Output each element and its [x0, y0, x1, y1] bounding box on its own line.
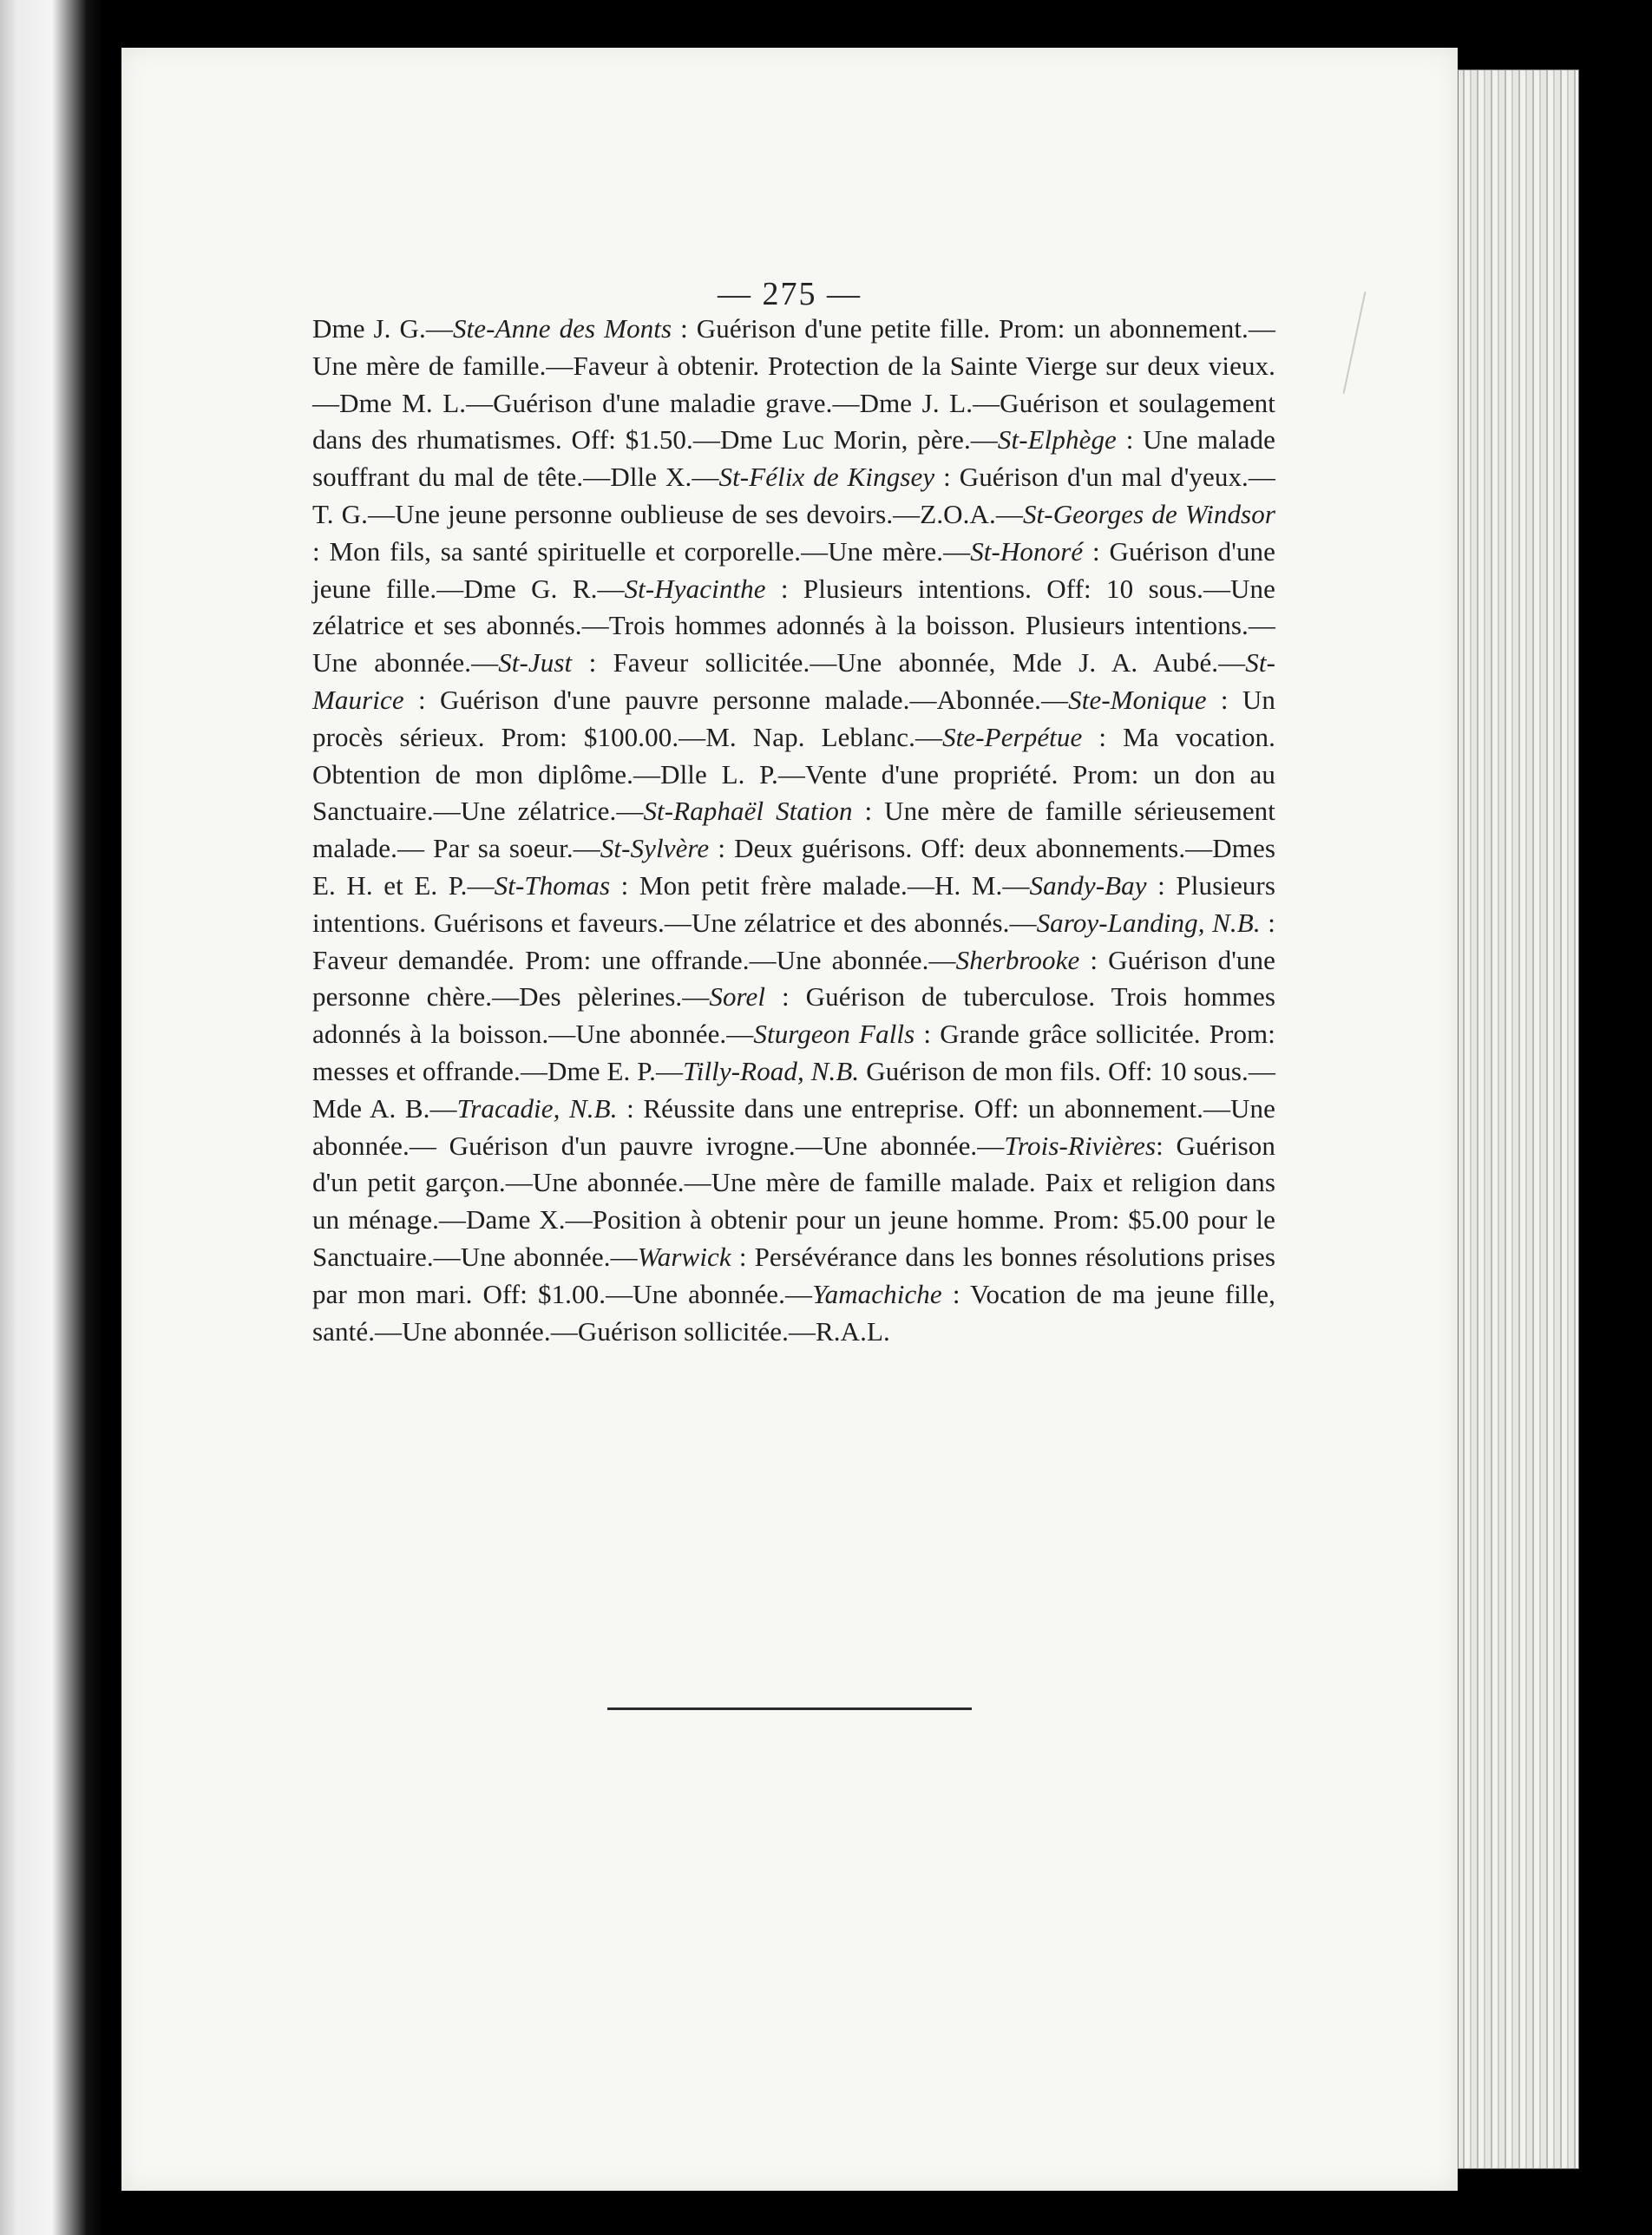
entry-text: : Faveur demandée. Prom: une offrande.—Une abonnée.—	[312, 907, 1275, 975]
place-name: Sherbrooke	[955, 944, 1080, 975]
place-name: Ste-Anne des Monts	[452, 313, 672, 344]
place-name: St-Georges de Windsor	[1022, 498, 1275, 529]
entry-text: : Guérison d'une jeune fille.—Dme G. R.—	[312, 535, 1275, 604]
place-name: Tracadie, N.B.	[456, 1092, 618, 1124]
place-name: St-Elphège	[997, 424, 1117, 456]
entry-prefix: Dme J. G.—	[312, 313, 453, 344]
entry-text: : Guérison d'un mal d'yeux.—T. G.—Une jeune personne oublieuse de ses devoirs.—Z.O.A.—	[312, 462, 1275, 529]
place-name: St-Raphaël Station	[643, 796, 853, 827]
entry-text: : Mon petit frère malade.—H. M.—	[610, 869, 1030, 901]
entry-text: : Persévérance dans les bonnes résolutions prises par mon mari. Off: $1.00.—Une abonnée.—	[312, 1241, 1275, 1309]
place-name: Tilly-Road, N.B.	[683, 1055, 860, 1086]
place-name: Saroy-Landing, N.B.	[1036, 907, 1261, 938]
section-divider-rule	[607, 1707, 972, 1710]
place-name: St-Hyacinthe	[624, 573, 766, 604]
place-name: Warwick	[637, 1241, 731, 1272]
entry-text: : Guérison d'un petit garçon.—Une abonnée.—Une mère de famille malade. Paix et religion dans un ménage.—Dame X.—Position à obtenir pour un jeune homme. Prom: $5.00 pour le Sanctuaire.—Une abonnée.—	[312, 1130, 1275, 1272]
entry-text: : Guérison d'une pauvre personne malade.—Abonnée.—	[403, 684, 1069, 715]
entry-text: : Mon fils, sa santé spirituelle et corporelle.—Une mère.—	[312, 535, 971, 567]
entry-text: : Un procès sérieux. Prom: $100.00.—M. Nap. Leblanc.—	[312, 684, 1275, 752]
intentions-paragraph	[312, 311, 1275, 1350]
adjacent-page-edge	[0, 0, 104, 2235]
place-name: St-Honoré	[970, 535, 1084, 567]
place-name: Ste-Monique	[1068, 684, 1207, 715]
entry-text: : Deux guérisons. Off: deux abonnements.—Dmes E. H. et E. P.—	[312, 833, 1276, 901]
place-name: Trois-Rivières	[1004, 1130, 1157, 1161]
page-stack-edge	[1458, 69, 1579, 2169]
entry-text: : Ma vocation. Obtention de mon diplôme.—Dlle L. P.—Vente d'une propriété. Prom: un don au Sanctuaire.—Une zélatrice.—	[312, 721, 1275, 827]
entry-text: : Une mère de famille sérieusement malade.— Par sa soeur.—	[312, 796, 1275, 864]
entry-text: : Faveur sollicitée.—Une abonnée, Mde J. A. Aubé.—	[572, 647, 1246, 678]
entry-text: : Une malade souffrant du mal de tête.—Dlle X.—	[312, 424, 1275, 493]
entry-text: : Réussite dans une entreprise. Off: un abonnement.—Une abonnée.— Guérison d'un pauvre ivrogne.—Une abonnée.—	[312, 1092, 1275, 1161]
place-name: Sandy-Bay	[1029, 869, 1147, 901]
place-name: St-Thomas	[494, 869, 611, 901]
place-name: Sorel	[709, 981, 766, 1013]
place-name: St-Maurice	[312, 647, 1276, 715]
place-name: St-Sylvère	[600, 833, 710, 864]
entry-text: : Vocation de ma jeune fille, santé.—Une abonnée.—Guérison sollicitée.—R.A.L.	[312, 1278, 1276, 1347]
entry-text: : Guérison de tuberculose. Trois hommes adonnés à la boisson.—Une abonnée.—	[312, 981, 1275, 1050]
page-number: — 275 —	[718, 276, 862, 312]
entry-text: : Guérison d'une personne chère.—Des pèlerines.—	[312, 944, 1275, 1013]
place-name: Sturgeon Falls	[753, 1019, 915, 1050]
place-name: St-Félix de Kingsey	[718, 462, 935, 493]
entry-text: : Grande grâce sollicitée. Prom: messes et offrande.—Dme E. P.—	[312, 1019, 1275, 1086]
entry-text: : Plusieurs intentions. Guérisons et faveurs.—Une zélatrice et des abonnés.—	[312, 869, 1275, 938]
place-name: St-Just	[498, 647, 573, 678]
place-name: Yamachiche	[812, 1278, 942, 1309]
entry-text: : Plusieurs intentions. Off: 10 sous.—Une zélatrice et ses abonnés.—Trois hommes adonnés à la boisson. Plusieurs intentions.—Une abonnée.—	[312, 573, 1275, 678]
place-name: Ste-Perpétue	[942, 721, 1083, 752]
entry-text: Guérison de mon fils. Off: 10 sous.—Mde A. B.—	[312, 1055, 1276, 1124]
entry-text: : Guérison d'une petite fille. Prom: un abonnement.—Une mère de famille.—Faveur à obtenir. Protection de la Sainte Vierge sur deux vieux.—Dme M. L.—Guérison d'une maladie grave.—Dme J. L.—Guérison et soulagement dans des rhumatismes. Off: $1.50.—Dme Luc Morin, père.—	[312, 313, 1276, 456]
